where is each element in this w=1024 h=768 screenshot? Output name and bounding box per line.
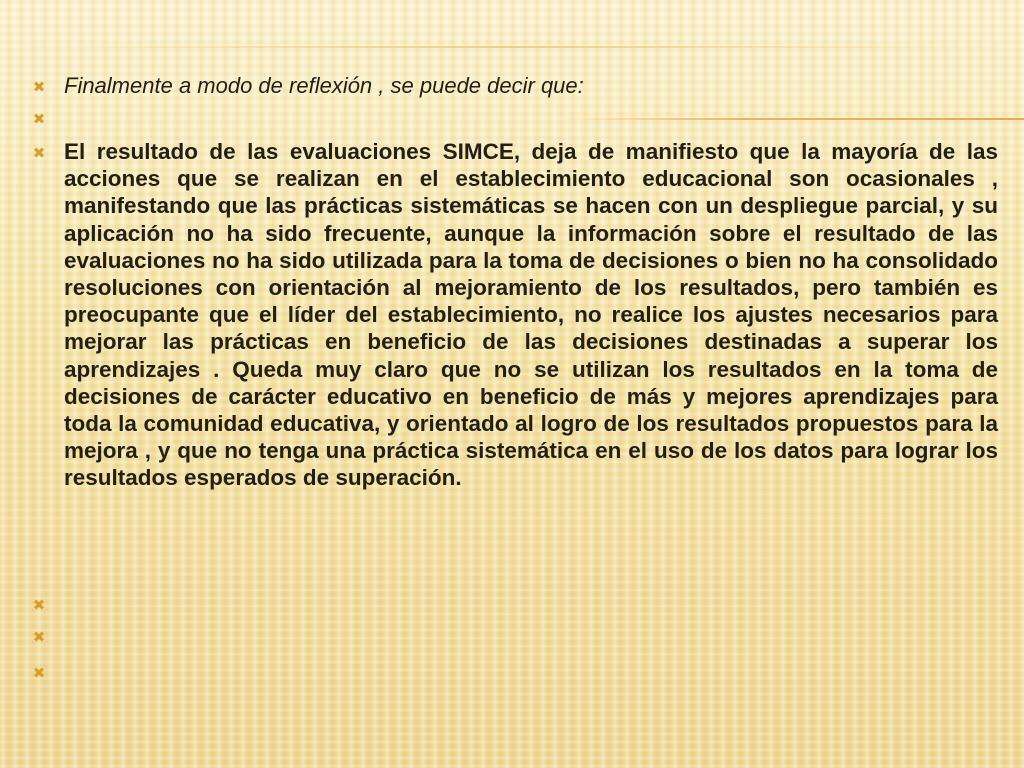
reflection-paragraph: El resultado de las evaluaciones SIMCE, deja de manifiesto que la mayoría de las acciones que se realizan en el establecimiento educacional son ocasionales , manifestando que las prácticas sistemáticas se hacen con un despliegue parcial, y su aplicación no ha sido frecuente, aunque la información sobre el resultado de las evaluaciones no ha sido utilizada para la toma de decisiones o bien no ha consolidado resoluciones con orientación al mejoramiento de los resultados, pero también es preocupante que el líder del establecimiento, no realice los ajustes necesarios para mejorar las prácticas en beneficio de las decisiones destinadas a superar los aprendizajes . Queda muy claro que no se utilizan los resultados en la toma de decisiones de carácter educativo en beneficio de más y mejores aprendizajes para toda la comunidad educativa, y orientado al logro de los resultados propuestos para la mejora , y que no tenga una práctica sistemática en el uso de los datos para lograr los resultados esperados de superación. [64,139,998,491]
x-bullet-icon: ✖ [32,628,46,646]
x-bullet-icon: ✖ [32,78,46,96]
slide-title: Finalmente a modo de reflexión , se puede decir que: [64,73,584,98]
x-bullet-icon: ✖ [32,596,46,614]
x-bullet-icon: ✖ [32,110,46,128]
x-bullet-icon: ✖ [32,144,46,162]
x-bullet-icon: ✖ [32,664,46,682]
accent-rule [560,118,1024,120]
top-decorative-rule [0,46,1024,48]
